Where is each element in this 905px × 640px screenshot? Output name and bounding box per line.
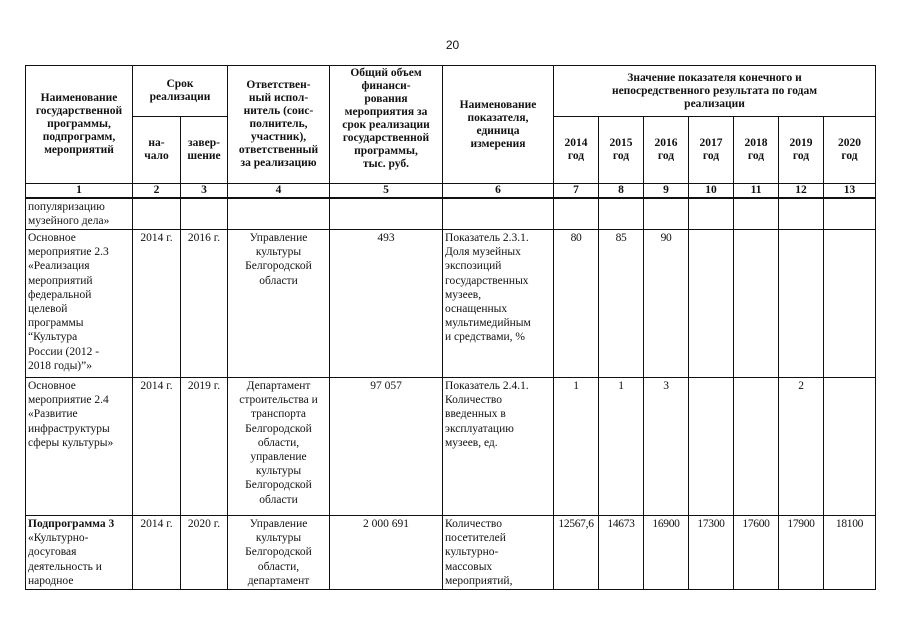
column-number: 13 [824, 184, 876, 198]
row-indicator: Количество посетителей культурно- массовых мероприятий, [443, 515, 554, 589]
row-start: 2014 г. [133, 377, 181, 515]
row-responsible: Управление культуры Белгородской области [228, 229, 330, 377]
page-number: 20 [445, 38, 460, 52]
row-end [181, 198, 228, 230]
column-number: 12 [779, 184, 824, 198]
header-year: 2018 год [734, 117, 779, 184]
header-end: завер- шение [181, 117, 228, 184]
header-start: на- чало [133, 117, 181, 184]
header-name: Наименование государственной программы, подпрограмм, мероприятий [26, 66, 133, 184]
row-value [824, 377, 876, 515]
row-value [689, 229, 734, 377]
row-responsible [228, 198, 330, 230]
row-value: 18100 [824, 515, 876, 589]
table-row [26, 515, 876, 589]
header-term: Срок реализации [133, 66, 228, 117]
row-value: 17600 [734, 515, 779, 589]
row-value: 17300 [689, 515, 734, 589]
header-row-1 [26, 66, 876, 117]
row-start [133, 198, 181, 230]
header-indicator: Наименование показателя, единица измерения [443, 66, 554, 184]
column-number: 8 [599, 184, 644, 198]
row-name: Основное мероприятие 2.4 «Развитие инфраструктуры сферы культуры» [26, 377, 133, 515]
column-number: 9 [644, 184, 689, 198]
column-number: 2 [133, 184, 181, 198]
header-year: 2020 год [824, 117, 876, 184]
row-value: 2 [779, 377, 824, 515]
row-value [779, 198, 824, 230]
row-name: Подпрограмма 3 «Культурно- досуговая деятельность и народное [26, 515, 133, 589]
column-number: 3 [181, 184, 228, 198]
header-year: 2014 год [554, 117, 599, 184]
table-row [26, 198, 876, 230]
column-number-row [26, 184, 876, 198]
row-value: 1 [554, 377, 599, 515]
column-number: 11 [734, 184, 779, 198]
row-start: 2014 г. [133, 515, 181, 589]
row-responsible: Управление культуры Белгородской области, департамент [228, 515, 330, 589]
row-value: 80 [554, 229, 599, 377]
row-value [599, 198, 644, 230]
row-funding: 2 000 691 [330, 515, 443, 589]
row-responsible: Департамент строительства и транспорта Белгородской области, управление культуры Белгородской области [228, 377, 330, 515]
row-value: 90 [644, 229, 689, 377]
row-value: 85 [599, 229, 644, 377]
row-value [689, 198, 734, 230]
row-value [824, 229, 876, 377]
row-value [824, 198, 876, 230]
column-number: 10 [689, 184, 734, 198]
row-value: 3 [644, 377, 689, 515]
row-funding [330, 198, 443, 230]
row-name: Основное мероприятие 2.3 «Реализация мероприятий федеральной целевой программы “Культура России (2012 - 2018 годы)”» [26, 229, 133, 377]
header-year: 2015 год [599, 117, 644, 184]
table-row [26, 377, 876, 515]
row-indicator: Показатель 2.4.1. Количество введенных в эксплуатацию музеев, ед. [443, 377, 554, 515]
row-end: 2019 г. [181, 377, 228, 515]
row-value: 14673 [599, 515, 644, 589]
subprogram-label: Подпрограмма 3 [28, 517, 115, 530]
row-value: 1 [599, 377, 644, 515]
column-number: 1 [26, 184, 133, 198]
header-responsible: Ответствен- ный испол- нитель (соис- полнитель, участник), ответственный за реализацию [228, 66, 330, 184]
column-number: 6 [443, 184, 554, 198]
table-row [26, 229, 876, 377]
row-indicator [443, 198, 554, 230]
row-value: 12567,6 [554, 515, 599, 589]
row-end: 2020 г. [181, 515, 228, 589]
row-value: 17900 [779, 515, 824, 589]
header-values: Значение показателя конечного и непосредственного результата по годам реализации [554, 66, 876, 117]
row-start: 2014 г. [133, 229, 181, 377]
row-value [689, 377, 734, 515]
header-year: 2016 год [644, 117, 689, 184]
row-value [779, 229, 824, 377]
column-number: 4 [228, 184, 330, 198]
header-year: 2017 год [689, 117, 734, 184]
row-value [734, 377, 779, 515]
row-value: 16900 [644, 515, 689, 589]
row-value [734, 198, 779, 230]
row-funding: 493 [330, 229, 443, 377]
row-name: популяризацию музейного дела» [26, 198, 133, 230]
program-table [25, 65, 876, 590]
header-funding: Общий объем финанси- рования мероприятия за срок реализации государственной программы, тыс. руб. [330, 66, 443, 184]
column-number: 5 [330, 184, 443, 198]
row-end: 2016 г. [181, 229, 228, 377]
row-value [734, 229, 779, 377]
row-funding: 97 057 [330, 377, 443, 515]
row-value [644, 198, 689, 230]
row-value [554, 198, 599, 230]
row-indicator: Показатель 2.3.1. Доля музейных экспозиций государственных музеев, оснащенных мультимедийным и средствами, % [443, 229, 554, 377]
column-number: 7 [554, 184, 599, 198]
header-year: 2019 год [779, 117, 824, 184]
